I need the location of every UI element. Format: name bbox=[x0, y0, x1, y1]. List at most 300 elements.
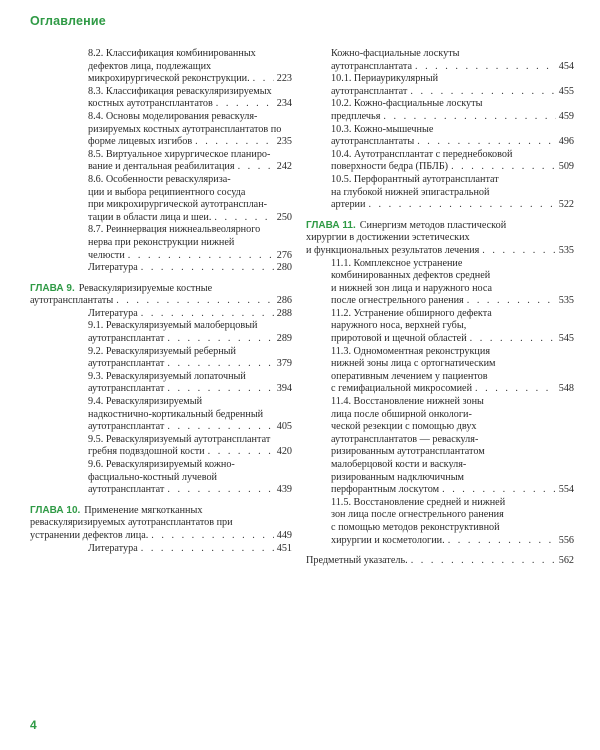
toc-entry-line bbox=[88, 459, 292, 472]
toc-entry-title: аутотрансплантат bbox=[88, 358, 165, 370]
toc-entry-text bbox=[331, 111, 380, 124]
toc-entry-title: нерва при реконструкции нижней bbox=[88, 236, 235, 248]
toc-entry-title: Синергизм методов пластической bbox=[359, 219, 507, 231]
toc-leader-dots bbox=[410, 86, 555, 99]
toc-leader-dots bbox=[368, 199, 555, 212]
toc-entry-line bbox=[331, 358, 574, 371]
toc-entry-line bbox=[331, 484, 574, 497]
toc-entry-line bbox=[331, 270, 574, 283]
toc-entry bbox=[306, 497, 574, 547]
toc-entry-text bbox=[331, 270, 490, 281]
toc-leader-dots bbox=[167, 358, 273, 371]
toc-leader-dots bbox=[216, 98, 274, 111]
toc-page-number: 455 bbox=[558, 85, 574, 97]
toc-entry-text bbox=[331, 174, 499, 185]
toc-entry-line bbox=[331, 73, 574, 86]
toc-entry-text bbox=[88, 484, 164, 497]
toc-page-number: 509 bbox=[558, 161, 574, 173]
toc-entry-line bbox=[306, 245, 574, 258]
toc-entry-text bbox=[88, 98, 213, 111]
toc-entry-line bbox=[88, 358, 292, 371]
toc-entry-title: лица после обширной онкологи- bbox=[331, 408, 472, 420]
toc-entry-line bbox=[331, 161, 574, 174]
toc-entry-title: 9.1. Реваскуляризуемый малоберцовый bbox=[88, 320, 258, 332]
toc-entry-text bbox=[88, 333, 164, 346]
toc-entry-line bbox=[331, 509, 574, 522]
toc-entry bbox=[306, 346, 574, 396]
toc-entry-title: с помощью методов реконструктивной bbox=[331, 521, 500, 533]
toc-page-number: 235 bbox=[276, 136, 292, 148]
toc-entry-title: 10.3. Кожно-мышечные bbox=[331, 123, 434, 135]
toc-entry-title: аутотрансплантат bbox=[88, 484, 165, 496]
toc-entry-line bbox=[331, 187, 574, 200]
toc-entry-title: ризированным надключичным bbox=[331, 471, 465, 483]
toc-entry-text bbox=[88, 346, 236, 357]
toc-entry-line bbox=[88, 472, 292, 485]
toc-entry-text bbox=[331, 446, 485, 457]
toc-entry-text bbox=[30, 283, 212, 294]
toc-entry-title: комбинированных дефектов средней bbox=[331, 270, 491, 282]
toc-entry-title: 8.5. Виртуальное хирургическое планиро- bbox=[88, 148, 271, 160]
toc-entry-text bbox=[88, 174, 231, 185]
toc-page-number: 459 bbox=[558, 110, 574, 122]
toc-entry-text bbox=[331, 497, 505, 508]
toc-entry-text bbox=[331, 61, 412, 74]
toc-entry-text bbox=[88, 111, 257, 122]
toc-entry-line bbox=[30, 295, 292, 308]
toc-entry-text bbox=[331, 124, 433, 135]
toc-entry-title: костных аутотрансплантатов bbox=[88, 98, 213, 110]
toc-entry-line bbox=[30, 283, 292, 296]
toc-leader-dots bbox=[141, 308, 274, 321]
toc-right-column bbox=[306, 48, 574, 568]
toc-leader-dots bbox=[167, 383, 273, 396]
toc-entry-title: аутотрансплантатов — реваскуля- bbox=[331, 433, 479, 445]
toc-page-number: 535 bbox=[558, 295, 574, 307]
toc-entry bbox=[30, 262, 292, 275]
toc-entry-text bbox=[331, 86, 407, 99]
toc-entry-title: аутотрансплантат bbox=[331, 85, 408, 97]
toc-entry-text bbox=[88, 459, 235, 470]
toc-entry-title: зон лица после огнестрельного ранения bbox=[331, 509, 504, 521]
toc-leader-dots bbox=[451, 161, 556, 174]
toc-entry-line bbox=[331, 459, 574, 472]
toc-chapter-entry bbox=[306, 220, 574, 258]
toc-entry-line bbox=[331, 308, 574, 321]
toc-leader-dots bbox=[167, 484, 273, 497]
toc-entry-line bbox=[331, 283, 574, 296]
toc-entry bbox=[30, 320, 292, 345]
toc-entry-text bbox=[88, 199, 267, 210]
toc-entry bbox=[30, 174, 292, 224]
toc-entry-title: 8.7. Реиннервация нижнеальвеолярного bbox=[88, 224, 261, 236]
toc-entry-line bbox=[88, 86, 292, 99]
toc-entry-text bbox=[331, 346, 490, 357]
toc-entry-line bbox=[88, 320, 292, 333]
toc-entry-title: перфорантным лоскутом bbox=[331, 484, 440, 496]
toc-entry-line bbox=[331, 421, 574, 434]
toc-entry-title: 8.4. Основы моделирования реваскуля- bbox=[88, 110, 258, 122]
toc-entry-line bbox=[88, 161, 292, 174]
toc-entry-text bbox=[88, 383, 164, 396]
toc-page-number: 280 bbox=[276, 262, 292, 274]
toc-entry-title: 10.2. Кожно-фасциальные лоскуты bbox=[331, 98, 483, 110]
toc-entry-text bbox=[306, 220, 506, 231]
toc-entry-line bbox=[331, 199, 574, 212]
toc-entry-line bbox=[88, 409, 292, 422]
toc-entry-text bbox=[88, 212, 211, 225]
toc-entry-text bbox=[331, 459, 466, 470]
toc-entry bbox=[30, 543, 292, 556]
toc-entry bbox=[30, 149, 292, 174]
toc-entry-text bbox=[88, 446, 205, 459]
toc-entry-line bbox=[331, 174, 574, 187]
toc-entry bbox=[306, 258, 574, 308]
toc-entry-line bbox=[88, 543, 292, 556]
toc-entry-text bbox=[88, 124, 281, 135]
toc-leader-dots bbox=[411, 555, 556, 568]
toc-entry-text bbox=[88, 308, 138, 321]
toc-entry-line bbox=[88, 237, 292, 250]
toc-entry bbox=[30, 346, 292, 371]
toc-entry-text bbox=[331, 199, 365, 212]
toc-leader-dots bbox=[467, 295, 556, 308]
toc-entry bbox=[30, 86, 292, 111]
toc-leader-dots bbox=[167, 421, 273, 434]
toc-page-number: 454 bbox=[558, 60, 574, 72]
toc-entry-text bbox=[331, 161, 448, 174]
toc-entry-text bbox=[331, 409, 472, 420]
toc-entry-title: фасциально-костный лучевой bbox=[88, 471, 217, 483]
toc-entry-text bbox=[88, 358, 164, 371]
toc-leader-dots bbox=[214, 212, 273, 225]
toc-entry bbox=[30, 371, 292, 396]
toc-entry-title: форме лицевых изгибов bbox=[88, 136, 193, 148]
toc-leader-dots bbox=[151, 530, 273, 543]
toc-entry-line bbox=[306, 220, 574, 233]
toc-entry-text bbox=[88, 472, 217, 483]
toc-entry-line bbox=[331, 136, 574, 149]
page-number: 4 bbox=[30, 718, 37, 732]
toc-entry-line bbox=[88, 262, 292, 275]
toc-entry-text bbox=[331, 396, 484, 407]
toc-entry-title: наружного носа, верхней губы, bbox=[331, 320, 467, 332]
toc-entry-title: 11.1. Комплексное устранение bbox=[331, 257, 463, 269]
toc-page-number: 250 bbox=[276, 211, 292, 223]
toc-entry-title: поверхности бедра (ПБЛБ) bbox=[331, 161, 449, 173]
toc-entry-text bbox=[88, 543, 138, 556]
toc-entry-line bbox=[331, 522, 574, 535]
toc-entry bbox=[30, 224, 292, 262]
toc-entry-line bbox=[88, 111, 292, 124]
toc-entry bbox=[306, 149, 574, 174]
toc-entry-line bbox=[331, 409, 574, 422]
toc-page-number: 548 bbox=[558, 383, 574, 395]
toc-entry-title: 8.2. Классификация комбинированных bbox=[88, 48, 256, 59]
toc-leader-dots bbox=[383, 111, 555, 124]
toc-entry-text bbox=[88, 250, 125, 263]
toc-entry-text bbox=[30, 505, 202, 516]
toc-entry-title: приротовой и щечной областей bbox=[331, 333, 467, 345]
toc-entry-text bbox=[88, 237, 234, 248]
toc-left-column bbox=[30, 48, 292, 555]
toc-entry-line bbox=[88, 149, 292, 162]
toc-entry-title: на глубокой нижней эпигастральной bbox=[331, 186, 490, 198]
toc-entry-title: вание и дентальная реабилитация bbox=[88, 161, 235, 173]
toc-entry-text bbox=[331, 484, 439, 497]
toc-page-number: 234 bbox=[276, 98, 292, 110]
toc-entry-title: 8.3. Классификация реваскуляризируемых bbox=[88, 85, 272, 97]
toc-entry-text bbox=[331, 98, 482, 109]
toc-entry-title: малоберцовой кости и васкуля- bbox=[331, 459, 467, 470]
toc-chapter-entry bbox=[30, 505, 292, 543]
toc-entry-text bbox=[88, 421, 164, 434]
toc-entry-text bbox=[331, 358, 495, 369]
toc-entry-line bbox=[88, 136, 292, 149]
toc-entry-text bbox=[30, 530, 148, 543]
toc-entry-title: гребня подвздошной кости bbox=[88, 446, 205, 458]
toc-entry-line bbox=[88, 421, 292, 434]
toc-entry-title: и функциональных результатов лечения bbox=[306, 244, 480, 256]
toc-entry bbox=[306, 174, 574, 212]
toc-entry-line bbox=[88, 250, 292, 263]
toc-entry-title: 9.2. Реваскуляризуемый реберный bbox=[88, 345, 236, 357]
toc-entry-text bbox=[88, 187, 245, 198]
toc-entry-text bbox=[331, 73, 438, 84]
toc-entry-line bbox=[88, 371, 292, 384]
toc-entry-line bbox=[88, 187, 292, 200]
toc-entry-line bbox=[88, 346, 292, 359]
toc-entry-text bbox=[88, 48, 256, 59]
toc-entry-title: Литература bbox=[88, 307, 138, 319]
toc-entry bbox=[306, 308, 574, 346]
toc-leader-dots bbox=[116, 295, 274, 308]
toc-entry-text bbox=[331, 295, 464, 308]
toc-page-number: 394 bbox=[276, 383, 292, 395]
toc-entry-title: надкостнично-кортикальный бедренный bbox=[88, 408, 264, 420]
toc-entry-text bbox=[88, 320, 257, 331]
toc-entry-text bbox=[88, 224, 260, 235]
toc-entry-title: ризированным аутотрансплантатом bbox=[331, 446, 485, 458]
toc-entry-line bbox=[331, 371, 574, 384]
toc-entry-text bbox=[331, 421, 477, 432]
toc-entry-title: Предметный указатель. bbox=[306, 555, 408, 567]
toc-entry-title: 11.3. Одномоментная реконструкция bbox=[331, 345, 491, 357]
toc-entry-text bbox=[88, 136, 192, 149]
toc-entry-text bbox=[331, 187, 489, 198]
toc-entry-line bbox=[331, 320, 574, 333]
toc-entry-title: 10.4. Аутотрансплантат с переднебоковой bbox=[331, 148, 513, 160]
toc-entry-text bbox=[88, 149, 270, 160]
toc-entry-line bbox=[331, 149, 574, 162]
toc-leader-dots bbox=[417, 136, 556, 149]
toc-entry-text bbox=[331, 136, 414, 149]
toc-entry bbox=[306, 48, 574, 73]
toc-entry-title: аутотрансплантата bbox=[331, 60, 412, 72]
toc-entry-text bbox=[88, 371, 246, 382]
toc-page-number: 242 bbox=[276, 161, 292, 173]
toc-page-number: 556 bbox=[558, 534, 574, 546]
toc-entry-title: Кожно-фасциальные лоскуты bbox=[331, 48, 460, 59]
toc-entry bbox=[30, 111, 292, 149]
toc-page-number: 522 bbox=[558, 199, 574, 211]
toc-page-number: 451 bbox=[276, 542, 292, 554]
toc-entry-title: микрохирургической реконструкции. bbox=[88, 73, 250, 85]
toc-entry-title: при микрохирургической аутотрансплан- bbox=[88, 199, 268, 211]
toc-entry-line bbox=[331, 333, 574, 346]
toc-entry-line bbox=[88, 73, 292, 86]
toc-entry-text bbox=[331, 48, 460, 59]
chapter-label: ГЛАВА 9. bbox=[30, 282, 75, 294]
toc-entry-line bbox=[88, 434, 292, 447]
toc-entry-title: 11.2. Устранение обширного дефекта bbox=[331, 307, 492, 319]
toc-leader-dots bbox=[208, 446, 274, 459]
toc-entry-line bbox=[331, 98, 574, 111]
toc-entry-title: реваскуляризируемых аутотрансплантатов при bbox=[30, 517, 233, 529]
toc-entry-text bbox=[331, 149, 512, 160]
toc-entry-line bbox=[331, 434, 574, 447]
toc-entry-text bbox=[306, 555, 408, 568]
toc-entry-title: аутотрансплантат bbox=[88, 333, 165, 345]
toc-entry bbox=[30, 308, 292, 321]
toc-entry-text bbox=[331, 258, 462, 269]
toc-entry-text bbox=[331, 320, 466, 331]
toc-leader-dots bbox=[238, 161, 274, 174]
toc-entry-title: 9.4. Реваскуляризируемый bbox=[88, 396, 203, 408]
toc-entry-title: предплечья bbox=[331, 110, 381, 122]
toc-entry-title: ческой резекции с помощью двух bbox=[331, 421, 477, 433]
toc-entry-line bbox=[88, 383, 292, 396]
toc-entry-title: хирургии и косметологии. bbox=[331, 534, 445, 546]
toc-entry bbox=[306, 396, 574, 497]
toc-entry-title: Литература bbox=[88, 542, 138, 554]
toc-entry-line bbox=[331, 124, 574, 137]
toc-entry-text bbox=[30, 517, 233, 528]
toc-entry-line bbox=[88, 199, 292, 212]
toc-entry-line bbox=[331, 497, 574, 510]
toc-chapter-entry bbox=[30, 283, 292, 308]
toc-entry-title: дефектов лица, подлежащих bbox=[88, 60, 212, 72]
toc-entry-title: 8.6. Особенности реваскуляриза- bbox=[88, 173, 231, 185]
toc-entry-text bbox=[331, 472, 464, 483]
toc-entry-title: и нижней зон лица и наружного носа bbox=[331, 282, 493, 294]
toc-entry-text bbox=[331, 509, 504, 520]
toc-entry-line bbox=[331, 111, 574, 124]
toc-entry-title: аутотрансплантат bbox=[88, 383, 165, 395]
toc-entry-text bbox=[306, 232, 470, 243]
toc-entry-line bbox=[331, 396, 574, 409]
toc-entry bbox=[30, 48, 292, 86]
toc-entry-text bbox=[88, 409, 263, 420]
toc-entry-title: артерии bbox=[331, 199, 366, 211]
toc-entry-title: устранении дефектов лица. bbox=[30, 529, 149, 541]
toc-entry-text bbox=[331, 308, 492, 319]
toc-leader-dots bbox=[442, 484, 556, 497]
toc-entry-line bbox=[30, 505, 292, 518]
toc-entry-line bbox=[88, 224, 292, 237]
toc-entry-title: Применение мягкотканных bbox=[84, 504, 203, 516]
toc-entry-title: 11.5. Восстановление средней и нижней bbox=[331, 496, 506, 508]
toc-entry-text bbox=[331, 371, 488, 382]
toc-entry-line bbox=[331, 86, 574, 99]
toc-entry-text bbox=[331, 535, 445, 548]
toc-entry-line bbox=[88, 48, 292, 61]
toc-entry-line bbox=[306, 555, 574, 568]
toc-entry-line bbox=[88, 174, 292, 187]
toc-entry-text bbox=[88, 61, 211, 72]
toc-leader-dots bbox=[482, 245, 555, 258]
page-header: Оглавление bbox=[30, 14, 106, 28]
toc-leader-dots bbox=[128, 250, 274, 263]
toc-page-number: 554 bbox=[558, 484, 574, 496]
toc-entry-line bbox=[331, 48, 574, 61]
toc-chapter-entry bbox=[306, 555, 574, 568]
toc-entry-title: 9.6. Реваскуляризируемый кожно- bbox=[88, 459, 235, 470]
toc-leader-dots bbox=[415, 61, 556, 74]
toc-entry-text bbox=[88, 262, 138, 275]
toc-page-number: 288 bbox=[276, 307, 292, 319]
toc-page-number: 405 bbox=[276, 421, 292, 433]
toc-entry-title: аутотрансплантаты bbox=[331, 136, 415, 148]
toc-entry-text bbox=[331, 522, 500, 533]
toc-entry-line bbox=[88, 124, 292, 137]
toc-entry-title: Литература bbox=[88, 262, 138, 274]
toc-entry-line bbox=[88, 61, 292, 74]
toc-entry bbox=[30, 434, 292, 459]
toc-entry-line bbox=[30, 530, 292, 543]
toc-page-number: 420 bbox=[276, 446, 292, 458]
toc-entry bbox=[306, 73, 574, 98]
toc-entry-title: аутотрансплантат bbox=[88, 421, 165, 433]
toc-page-number: 379 bbox=[276, 358, 292, 370]
toc-page-number: 289 bbox=[276, 333, 292, 345]
toc-entry-text bbox=[88, 161, 235, 174]
toc-entry-text bbox=[331, 434, 478, 445]
toc-entry-title: 10.5. Перфорантный аутотрансплантат bbox=[331, 173, 499, 185]
toc-entry-line bbox=[331, 295, 574, 308]
toc-entry-title: 9.3. Реваскуляризуемый лопаточный bbox=[88, 370, 246, 382]
toc-leader-dots bbox=[448, 535, 556, 548]
toc-entry-text bbox=[30, 295, 113, 308]
toc-entry-line bbox=[331, 472, 574, 485]
toc-entry-title: Реваскуляризируемые костные bbox=[78, 282, 213, 294]
toc-entry-text bbox=[331, 333, 467, 346]
toc-entry bbox=[306, 98, 574, 123]
toc-entry-title: оперативным лечением у пациентов bbox=[331, 370, 488, 382]
toc-page-number: 535 bbox=[558, 244, 574, 256]
toc-entry bbox=[306, 124, 574, 149]
toc-entry-line bbox=[88, 98, 292, 111]
toc-entry-text bbox=[331, 283, 492, 294]
toc-leader-dots bbox=[167, 333, 273, 346]
toc-page-number: 562 bbox=[558, 555, 574, 567]
toc-leader-dots bbox=[141, 262, 274, 275]
toc-page-number: 439 bbox=[276, 484, 292, 496]
toc-entry-title: аутотрансплантаты bbox=[30, 295, 114, 307]
toc-entry-line bbox=[331, 383, 574, 396]
toc-entry-line bbox=[331, 258, 574, 271]
toc-entry-line bbox=[30, 517, 292, 530]
toc-entry-title: с гемифациальной микросомией bbox=[331, 383, 473, 395]
chapter-label: ГЛАВА 10. bbox=[30, 504, 81, 516]
toc-entry-line bbox=[331, 61, 574, 74]
toc-page-number: 545 bbox=[558, 333, 574, 345]
toc-entry-line bbox=[88, 396, 292, 409]
toc-entry-title: челюсти bbox=[88, 249, 125, 261]
toc-entry-line bbox=[88, 212, 292, 225]
toc-entry-line bbox=[306, 232, 574, 245]
toc-entry-text bbox=[306, 245, 479, 258]
